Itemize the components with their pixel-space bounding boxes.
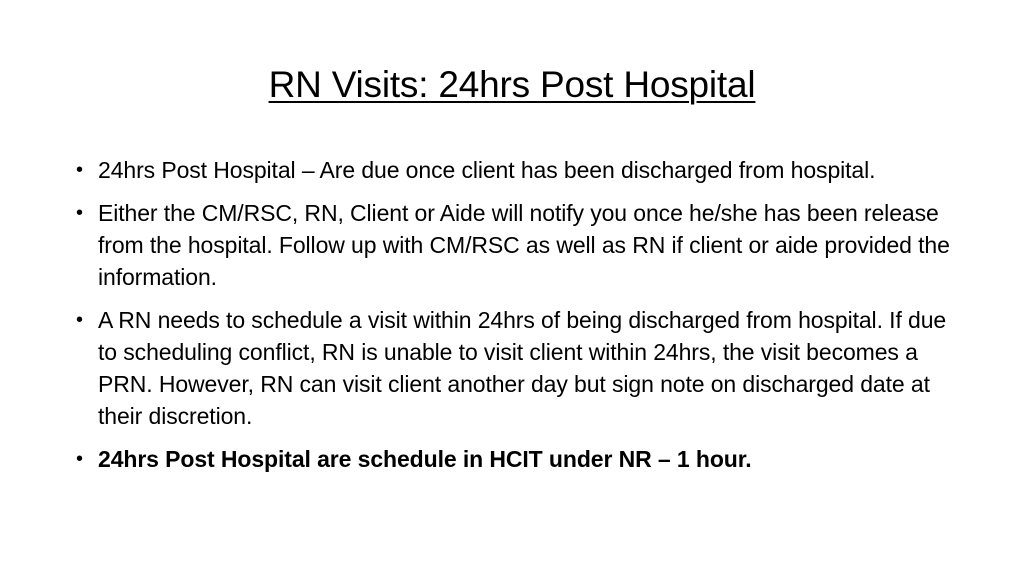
bullet-text: Either the CM/RSC, RN, Client or Aide will notify you once he/she has been release from the hospital. Follow up with CM/RSC as well as RN if client or aide provided the information.	[98, 200, 950, 290]
bullet-marker: •	[76, 159, 83, 181]
bullet-item	[70, 197, 950, 293]
bullet-marker: •	[76, 202, 83, 224]
bullet-text: 24hrs Post Hospital are schedule in HCIT under NR – 1 hour.	[98, 446, 752, 472]
bullet-marker: •	[76, 309, 83, 331]
bullet-text: A RN needs to schedule a visit within 24hrs of being discharged from hospital. If due to scheduling conflict, RN is unable to visit client within 24hrs, the visit becomes a PRN. However, RN can visit client another day but sign note on discharged date at their discretion.	[98, 307, 947, 429]
bullet-item-bold	[70, 443, 950, 475]
bullet-text: 24hrs Post Hospital – Are due once client has been discharged from hospital.	[98, 157, 876, 183]
bullet-item	[70, 304, 950, 432]
slide-title: RN Visits: 24hrs Post Hospital	[268, 64, 756, 105]
bullet-list	[70, 154, 950, 486]
bullet-item	[70, 154, 950, 186]
bullet-marker: •	[76, 448, 83, 470]
